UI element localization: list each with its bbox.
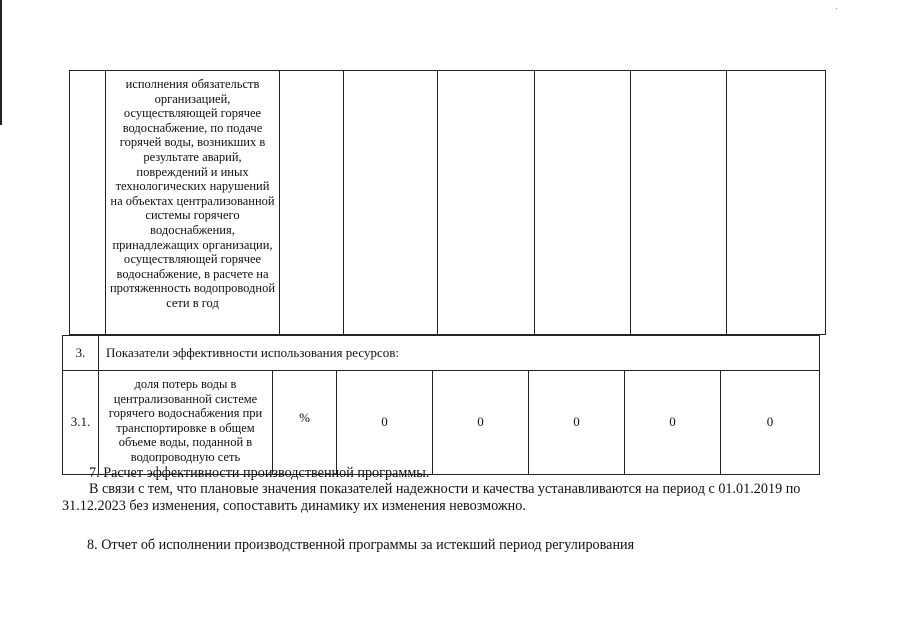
value-cell <box>535 71 631 335</box>
unit-cell <box>280 71 344 335</box>
row-number-cell <box>70 71 106 335</box>
value-cell: 0 <box>721 371 820 475</box>
indicators-table-resources <box>62 335 820 475</box>
section-7-heading: 7. Расчет эффективности производственной программы. <box>89 465 430 481</box>
scan-speck <box>836 8 837 9</box>
row-number: 3.1. <box>63 371 99 475</box>
section-8-heading: 8. Отчет об исполнении производственной программы за истекший период регулирования <box>87 537 635 553</box>
value-cell: 0 <box>625 371 721 475</box>
table-row <box>70 71 826 335</box>
unit-cell: % <box>273 371 337 475</box>
value-cell <box>438 71 535 335</box>
section-row <box>63 336 820 371</box>
value-cell <box>727 71 826 335</box>
section-title: Показатели эффективности использования ресурсов: <box>99 336 820 371</box>
value-cell: 0 <box>529 371 625 475</box>
section-7-body-line-2: 31.12.2023 без изменения, сопоставить динамику их изменения невозможно. <box>62 498 526 514</box>
section-number: 3. <box>63 336 99 371</box>
indicator-description-cell: исполнения обязательств организацией, осуществляющей горячее водоснабжение, по подаче горячей воды, возникших в результате аварий, повреждений и иных технологических нарушений на объектах централизованной системы горячего водоснабжения, принадлежащих организации, осуществляющей горячее водоснабжение, в расчете на протяженность водопроводной сети в год <box>106 71 280 335</box>
value-cell <box>344 71 438 335</box>
indicators-table-continued <box>69 70 826 335</box>
value-cell: 0 <box>433 371 529 475</box>
scan-edge-line <box>0 0 2 125</box>
value-cell: 0 <box>337 371 433 475</box>
indicator-description-cell: доля потерь воды в централизованной системе горячего водоснабжения при транспортировке в общем объеме воды, поданной в водопроводную сеть <box>99 371 273 475</box>
value-cell <box>631 71 727 335</box>
section-7-body-line-1: В связи с тем, что плановые значения показателей надежности и качества устанавливаются на период с 01.01.2019 по <box>89 481 801 497</box>
table-row <box>63 371 820 475</box>
